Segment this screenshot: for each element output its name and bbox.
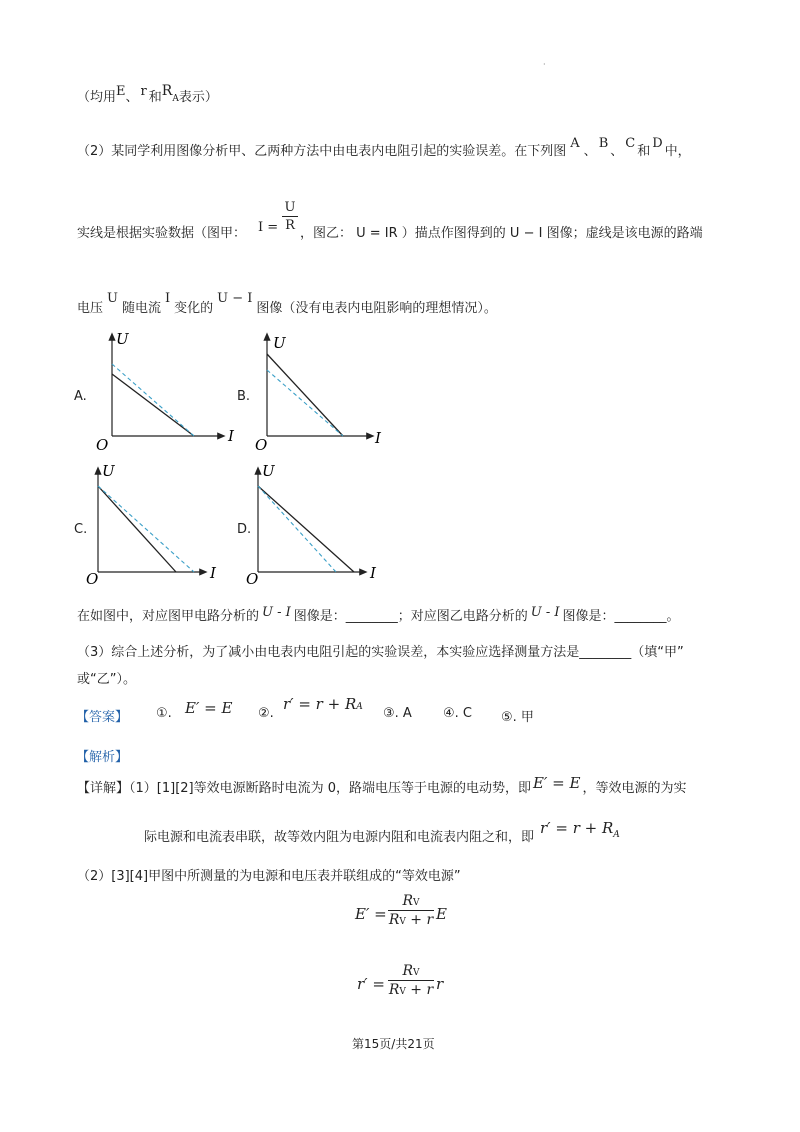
answer-eq-2-sub: A [356, 702, 363, 712]
note-prefix: （均用 [77, 90, 117, 105]
q2-text: （2）某同学利用图像分析甲、乙两种方法中由电表内电阻引起的实验误差。在下列图 [77, 144, 567, 159]
graph-a-u-label: U [116, 330, 129, 348]
graph-a-dashed-line [112, 364, 194, 436]
symbol-E: E [116, 84, 126, 99]
label-C: C [625, 136, 636, 151]
detail-eq-r: r′ = r + R [540, 819, 614, 837]
formula-2-den-rest: + r [405, 982, 434, 998]
formula-1-numerator [388, 893, 434, 909]
graph-b-dashed-line [267, 370, 343, 436]
formula-1-rhs: E [436, 905, 447, 923]
graph-c-i-label: I [210, 564, 216, 582]
symbol-R: R [161, 83, 173, 99]
part2-text: （2）[3][4]甲图中所测量的为电源和电压表并联组成的“等效电源” [77, 869, 461, 884]
graph-b-solid-line [267, 354, 343, 436]
formula-1-num-sub: V [413, 898, 420, 908]
graph-c-origin: O [86, 570, 99, 587]
question-2-line4 [77, 291, 497, 316]
fraction-denominator: R [285, 218, 295, 233]
formula-1-den-sub: V [399, 917, 406, 927]
answer-num-1: ①. [156, 706, 172, 721]
line4-p1: 电压 [77, 301, 104, 316]
line4-p2: 随电流 [121, 301, 161, 316]
fraction-numerator: U [284, 200, 296, 215]
answer-num-2: ②. [258, 706, 274, 721]
label-A: A [570, 136, 580, 151]
question-2-blanks [77, 605, 680, 624]
question-1-note [77, 83, 218, 105]
symbol-U: U [107, 291, 118, 306]
graph-d-u-label: U [262, 462, 275, 480]
formula-2-num-sub: V [413, 968, 420, 978]
formula-2-den-sub: V [399, 987, 406, 997]
q2-blank-p2: 图像是：________；对应图乙电路分析的 [293, 609, 528, 624]
graph-a-i-label: I [228, 427, 234, 445]
page-dot: · [543, 60, 546, 69]
q2-sep2: 、 [610, 144, 624, 159]
detail-tag: 【详解】 [77, 781, 130, 796]
answer-tag: 【答案】 [76, 710, 129, 725]
graph-c-solid-line [98, 486, 176, 572]
q2-ui-2: U - I [530, 605, 560, 620]
formula-I-eq: I = [258, 220, 279, 235]
graph-c [84, 462, 244, 587]
line4-p4: 图像（没有电表内电阻影响的理想情况）。 [256, 301, 497, 316]
graph-d-label: D. [237, 522, 252, 537]
formula-2-den-R: R [388, 982, 400, 998]
graph-b [253, 328, 413, 453]
symbol-I: I [165, 291, 171, 306]
graph-d-i-label: I [370, 564, 376, 582]
graph-b-i-label: I [375, 429, 381, 447]
note-and: 和 [148, 90, 162, 105]
q2-sep1: 、 [583, 144, 597, 159]
detail-eq-r-sub: A [613, 830, 620, 840]
graph-b-u-label: U [273, 334, 286, 352]
answer-eq-2 [283, 695, 363, 713]
graph-a-solid-line [112, 374, 194, 436]
formula-2-rhs: r [436, 975, 444, 993]
formula-1-den-rest: + r [405, 912, 434, 928]
detail-line1a: （1）[1][2]等效电源断路时电流为 0，路端电压等于电源的电动势，即 [129, 781, 532, 796]
line3-rest: ，图乙： U = IR ）描点作图得到的 U − I 图像；虚线是该电源的路端 [300, 226, 703, 241]
graph-a-origin: O [96, 436, 109, 453]
detail-line-2 [144, 819, 620, 845]
q2-ui-1: U - I [262, 605, 291, 620]
symbol-r: r [140, 84, 147, 99]
label-D: D [652, 136, 663, 151]
answer-4: ④. C [443, 706, 472, 721]
graph-d [244, 462, 404, 587]
question-2-line3 [77, 222, 246, 241]
symbol-R-sub: A [172, 94, 179, 104]
note-suffix: 表示） [178, 90, 218, 105]
question-3-line2: 或“乙”）。 [77, 672, 136, 687]
graph-d-origin: O [246, 570, 259, 587]
graph-a-label: A. [74, 389, 87, 404]
formula-1-fraction [388, 893, 434, 928]
question-3-line1: （3）综合上述分析，为了减小由电表内电阻引起的实验误差，本实验应选择测量方法是________（填“甲” [77, 645, 684, 660]
answer-5: ⑤. 甲 [501, 710, 534, 725]
formula-2-numerator [388, 963, 434, 979]
answer-eq-1: E′ = E [185, 699, 233, 717]
formula-2-num-R: R [402, 963, 414, 979]
detail-line-1 [77, 774, 687, 796]
graph-d-solid-line [258, 486, 354, 572]
answer-eq-2-main: r′ = r + R [283, 695, 357, 713]
formula-1-lhs: E′ = [355, 905, 387, 923]
graph-b-origin: O [255, 436, 268, 453]
page-footer: 第15页/共21页 [352, 1037, 435, 1051]
q2-end: 中， [664, 144, 691, 159]
line4-p3: 变化的 [174, 301, 214, 316]
formula-1-den-R: R [388, 912, 400, 928]
graph-a [90, 328, 250, 453]
formula-2-fraction [388, 963, 434, 998]
label-B: B [598, 136, 609, 151]
graph-b-label: B. [237, 389, 251, 404]
line3-prefix: 实线是根据实验数据（图甲： [77, 226, 247, 241]
q2-and: 和 [637, 144, 651, 159]
formula-1-num-R: R [402, 893, 414, 909]
fraction-U-over-R [282, 200, 298, 233]
q2-blank-p3: 图像是：________。 [562, 609, 680, 624]
question-2-intro [77, 136, 691, 159]
symbol-UI: U − I [217, 291, 253, 306]
analysis-tag: 【解析】 [76, 750, 129, 765]
graph-d-dashed-line [258, 486, 336, 572]
graph-c-label: C. [74, 522, 88, 537]
detail-eq-E: E′ = E [533, 774, 581, 792]
detail-line1b: ，等效电源的为实 [582, 781, 687, 796]
detail-line2-text: 际电源和电流表串联，故等效内阻为电源内阻和电流表内阻之和，即 [144, 830, 535, 845]
graph-c-u-label: U [102, 462, 115, 480]
q2-blank-p1: 在如图中，对应图甲电路分析的 [77, 609, 260, 624]
formula-2-lhs: r′ = [357, 975, 385, 993]
answer-3: ③. A [383, 706, 412, 721]
graph-c-dashed-line [98, 486, 194, 572]
formula-1-denominator [388, 912, 434, 928]
formula-2-denominator [388, 982, 434, 998]
note-sep: 、 [125, 90, 139, 105]
